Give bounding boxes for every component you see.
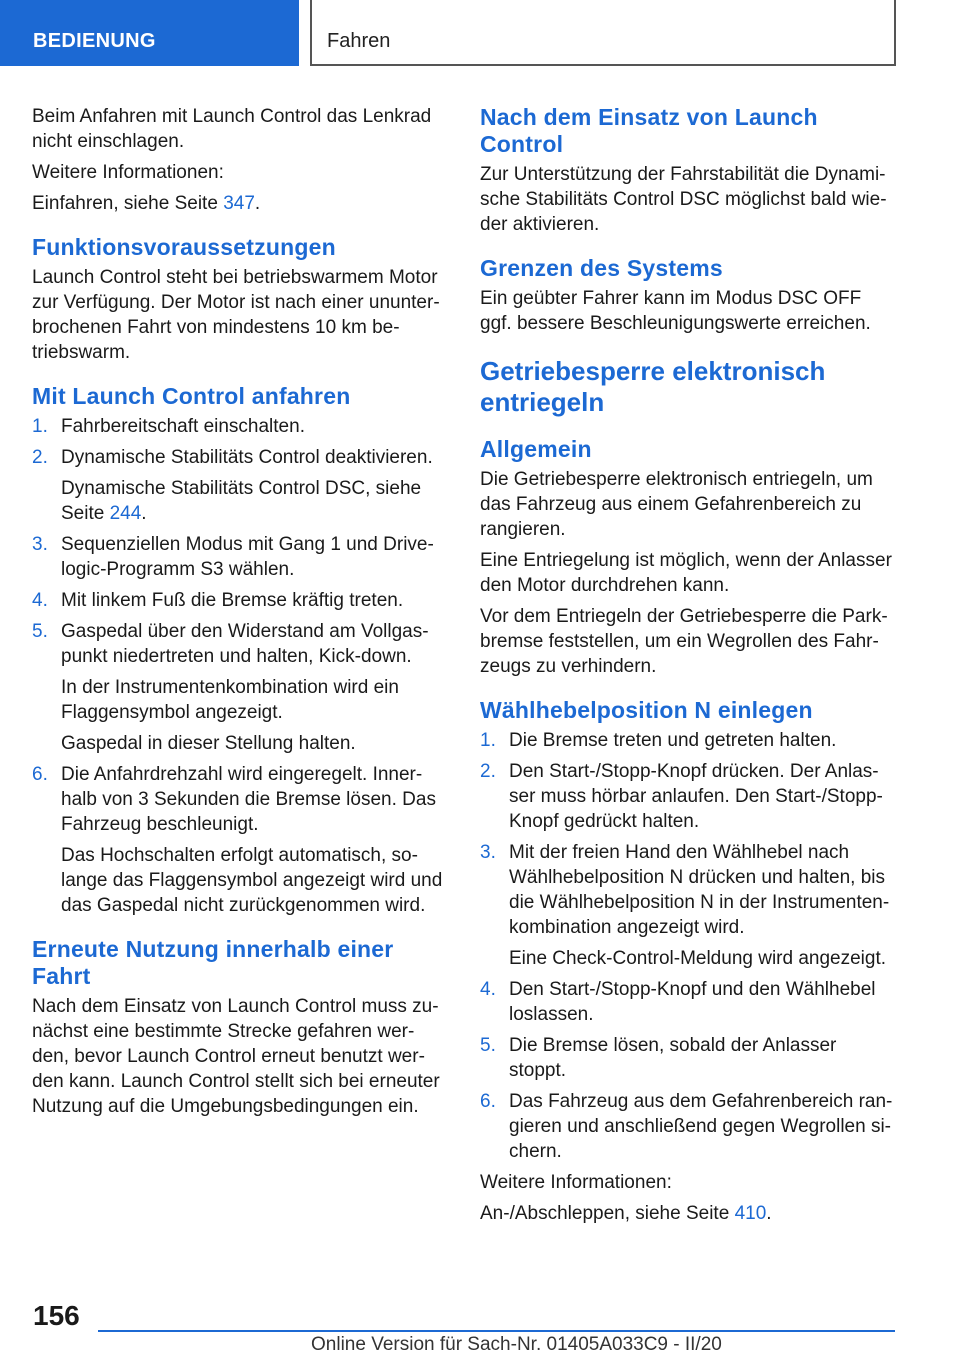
heading-after-launch: Nach dem Einsatz von Launch Control: [480, 104, 818, 157]
heading-repeat-use: Erneute Nutzung innerhalb einer Fahrt: [32, 936, 394, 989]
list-item: 4. Mit linkem Fuß die Bremse kräftig treten.: [32, 590, 404, 611]
heading-launch-control-start: Mit Launch Control anfahren: [32, 383, 351, 409]
paragraph: Nach dem Einsatz von Launch Control muss zu-nächst eine bestimmte Strecke gefahren wer-den, bevor Launch Control erneut benutzt wer-den kann. Launch Control stellt sich bei erneuter Nutzung auf die Umgebungsbedingungen ein.: [32, 996, 440, 1117]
list-item: 6. Die Anfahrdrehzahl wird eingeregelt. Inner-halb von 3 Sekunden die Bremse lösen. Das Fahrzeug beschleunigt. Das Hochschalten erfolgt automatisch, so-lange das Flaggensymbol angezeigt wird und das Gaspedal nicht zurückgenommen wird.: [32, 764, 443, 916]
page-number: 156: [33, 1300, 80, 1331]
paragraph: Weitere Informationen:: [480, 1172, 672, 1193]
chapter-tab: Fahren: [310, 0, 896, 66]
list-item: 1. Die Bremse treten und getreten halten.: [480, 730, 837, 751]
paragraph: Vor dem Entriegeln der Getriebesperre die Park-bremse feststellen, um ein Wegrollen des Fahr-zeugs zu verhindern.: [480, 606, 888, 677]
section-tab: BEDIENUNG: [0, 0, 299, 66]
heading-general: Allgemein: [480, 436, 592, 462]
list-item: 1. Fahrbereitschaft einschalten.: [32, 416, 305, 437]
list-item: 3. Sequenziellen Modus mit Gang 1 und Drive-logic-Programm S3 wählen.: [32, 534, 434, 580]
footer-text: Online Version für Sach-Nr. 01405A033C9 - II/20: [311, 1334, 722, 1355]
left-column: [32, 104, 446, 1125]
heading-transmission-unlock: Getriebesperre elektronisch entriegeln: [480, 356, 826, 417]
steps-list: [480, 728, 894, 1164]
list-item: 5. Gaspedal über den Widerstand am Vollgas-punkt niedertreten und halten, Kick-down. In der Instrumentenkombination wird ein Flaggensymbol angezeigt. Gaspedal in dieser Stellung halten.: [32, 621, 429, 754]
paragraph: Beim Anfahren mit Launch Control das Lenkrad nicht einschlagen.: [32, 106, 432, 152]
right-column: [480, 104, 894, 1232]
steps-list: [32, 414, 446, 918]
page-link[interactable]: 410: [734, 1203, 767, 1224]
paragraph: Launch Control steht bei betriebswarmem Motor zur Verfügung. Der Motor ist nach einer ununter-brochenen Fahrt von mindestens 10 km be-triebswarm.: [32, 267, 440, 363]
paragraph: Eine Entriegelung ist möglich, wenn der Anlasser den Motor durchdrehen kann.: [480, 550, 892, 596]
list-item: 3. Mit der freien Hand den Wählhebel nach Wählhebelposition N drücken und halten, bis die Wählhebelposition N in der Instrumenten-kombination angezeigt wird. Eine Check-Control-Meldung wird angezeigt.: [480, 842, 890, 969]
page-link[interactable]: 347: [223, 193, 255, 214]
paragraph: Ein geübter Fahrer kann im Modus DSC OFF ggf. bessere Beschleunigungswerte erreichen.: [480, 288, 871, 334]
list-item: 2. Dynamische Stabilitäts Control deaktivieren. Dynamische Stabilitäts Control DSC, siehe Seite 244.: [32, 447, 433, 524]
list-item: 4. Den Start-/Stopp-Knopf und den Wählhebel loslassen.: [480, 979, 876, 1025]
heading-system-limits: Grenzen des Systems: [480, 255, 723, 281]
paragraph: Die Getriebesperre elektronisch entriegeln, um das Fahrzeug aus einem Gefahrenbereich zu rangieren.: [480, 469, 873, 540]
list-item: 5. Die Bremse lösen, sobald der Anlasser stoppt.: [480, 1035, 837, 1081]
heading-conditions: Funktionsvoraussetzungen: [32, 234, 336, 260]
page-link[interactable]: 244: [109, 503, 142, 524]
heading-selector-neutral: Wählhebelposition N einlegen: [480, 697, 813, 723]
list-item: 6. Das Fahrzeug aus dem Gefahrenbereich ran-gieren und anschließend gegen Wegrollen si-chern.: [480, 1091, 893, 1162]
footer-divider: [98, 1330, 895, 1332]
paragraph: Weitere Informationen:: [32, 162, 224, 183]
see-reference: Einfahren, siehe Seite 347.: [32, 193, 261, 214]
page-header: [0, 0, 960, 66]
list-item: 2. Den Start-/Stopp-Knopf drücken. Der Anlas-ser muss hörbar anlaufen. Den Start-/Stopp-Knopf gedrückt halten.: [480, 761, 883, 832]
see-reference: An-/Abschleppen, siehe Seite 410.: [480, 1203, 772, 1224]
paragraph: Zur Unterstützung der Fahrstabilität die Dynami-sche Stabilitäts Control DSC möglichst bald wie-der aktivieren.: [480, 164, 887, 235]
